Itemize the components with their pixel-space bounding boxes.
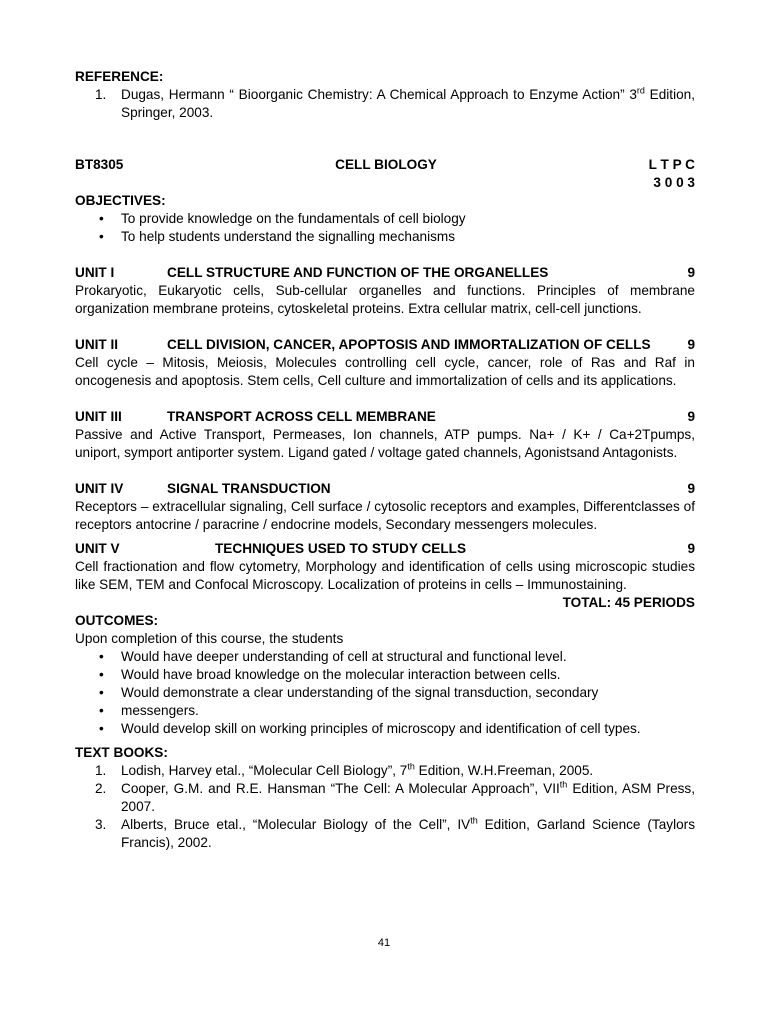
objectives-list [75, 210, 695, 246]
textbook-item: 3. Alberts, Bruce etal., “Molecular Biology of the Cell”, IVth Edition, Garland Science (Taylors Francis), 2002. [95, 815, 695, 850]
course-title: CELL BIOLOGY [335, 157, 437, 172]
unit-5-body: Cell fractionation and flow cytometry, Morphology and identification of cells using microscopic studies like SEM, TEM and Confocal Microscopy. Localization of proteins in cells – Immunostaining. [75, 559, 695, 592]
course-header [75, 156, 695, 174]
ltpc-values: 3 0 0 3 [653, 175, 695, 190]
unit-label: UNIT II [75, 337, 119, 352]
document-content [75, 68, 695, 852]
total-periods: TOTAL: 45 PERIODS [562, 595, 695, 610]
outcome-item: • Would have broad knowledge on the molecular interaction between cells. [75, 666, 695, 684]
reference-list [75, 86, 695, 122]
textbook-item: 1. Lodish, Harvey etal., “Molecular Cell Biology”, 7th Edition, W.H.Freeman, 2005. [95, 761, 594, 778]
page-number: 41 [377, 937, 391, 949]
outcome-item: • Would demonstrate a clear understanding of the signal transduction, secondary [75, 684, 695, 702]
textbooks-heading: TEXT BOOKS: [75, 745, 168, 760]
outcomes-list [75, 648, 695, 738]
unit-hours: 9 [687, 481, 695, 496]
reference-heading: REFERENCE: [75, 69, 164, 84]
unit-hours: 9 [687, 337, 695, 352]
unit-4-header [75, 480, 695, 498]
unit-label: UNIT III [75, 409, 122, 424]
textbook-item: 2. Cooper, G.M. and R.E. Hansman “The Cell: A Molecular Approach”, VIIth Edition, ASM Press, 2007. [95, 779, 695, 814]
unit-2-header [75, 336, 695, 354]
objective-item: • To help students understand the signalling mechanisms [75, 228, 695, 246]
outcomes-heading: OUTCOMES: [75, 613, 159, 628]
unit-hours: 9 [687, 541, 695, 556]
outcomes-intro: Upon completion of this course, the students [75, 631, 344, 646]
unit-title: SIGNAL TRANSDUCTION [167, 481, 331, 496]
unit-2-body: Cell cycle – Mitosis, Meiosis, Molecules controlling cell cycle, cancer, role of Ras and Raf in oncogenesis and apoptosis. Stem cells, Cell culture and immortalization of cells and its applications. [75, 355, 695, 388]
unit-1-header [75, 264, 695, 282]
course-code: BT8305 [75, 157, 124, 172]
unit-title: CELL DIVISION, CANCER, APOPTOSIS AND IMMORTALIZATION OF CELLS [167, 337, 651, 352]
unit-1-body: Prokaryotic, Eukaryotic cells, Sub-cellular organelles and functions. Principles of membrane organization membrane proteins, cytoskeletal proteins. Extra cellular matrix, cell-cell junctions. [75, 283, 695, 316]
unit-title: TECHNIQUES USED TO STUDY CELLS [215, 541, 467, 556]
unit-title: CELL STRUCTURE AND FUNCTION OF THE ORGANELLES [167, 265, 549, 280]
objective-item: • To provide knowledge on the fundamentals of cell biology [75, 210, 695, 228]
outcome-item: • Would develop skill on working principles of microscopy and identification of cell types. [75, 720, 695, 738]
unit-label: UNIT V [75, 541, 120, 556]
unit-hours: 9 [687, 409, 695, 424]
unit-title: TRANSPORT ACROSS CELL MEMBRANE [167, 409, 436, 424]
unit-label: UNIT IV [75, 481, 124, 496]
objectives-heading: OBJECTIVES: [75, 193, 166, 208]
unit-label: UNIT I [75, 265, 115, 280]
unit-4-body: Receptors – extracellular signaling, Cell surface / cytosolic receptors and examples, Differentclasses of receptors antocrine / paracrine / endocrine models, Secondary messengers molecules. [75, 499, 695, 532]
unit-3-body: Passive and Active Transport, Permeases, Ion channels, ATP pumps. Na+ / K+ / Ca+2Tpumps, uniport, symport antiporter system. Ligand gated / voltage gated channels, Agonistsand Antagonists. [75, 427, 695, 460]
unit-5-header [75, 540, 695, 558]
outcome-item: • Would have deeper understanding of cell at structural and functional level. [75, 648, 695, 666]
reference-item: 1. Dugas, Hermann “ Bioorganic Chemistry: A Chemical Approach to Enzyme Action” 3rd Edition, Springer, 2003. [95, 85, 695, 120]
outcome-item: • messengers. [75, 702, 695, 720]
unit-3-header [75, 408, 695, 426]
textbooks-list [75, 762, 695, 852]
ltpc-label: L T P C [648, 157, 695, 172]
unit-hours: 9 [687, 265, 695, 280]
